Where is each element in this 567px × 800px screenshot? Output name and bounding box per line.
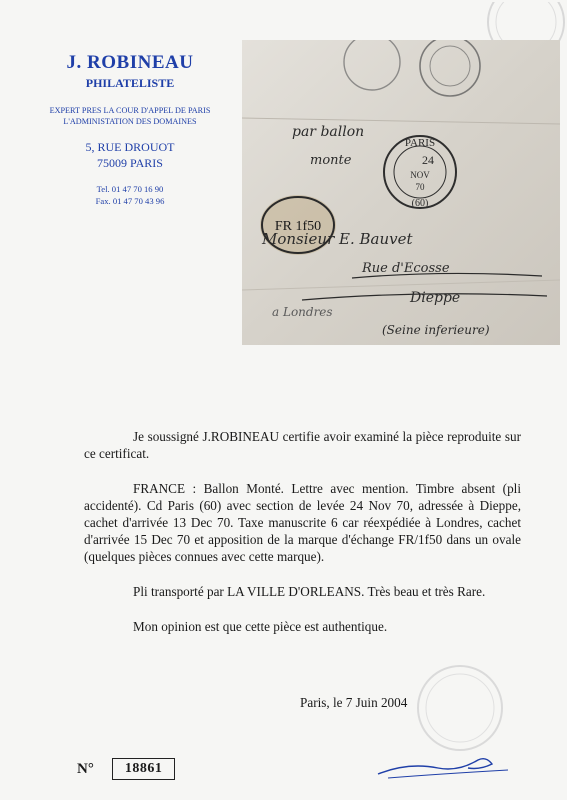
postmark-day: 24 (422, 153, 434, 167)
certificate-number: 18861 (112, 758, 176, 780)
handwritten-addressee: Monsieur E. Bauvet (262, 230, 413, 248)
authenticity-opinion: Mon opinion est que cette pièce est authentique. (133, 619, 388, 634)
handwritten-london: a Londres (272, 305, 333, 319)
expert-credentials (20, 105, 240, 127)
expert-title: PHILATELISTE (85, 76, 175, 90)
transport-note: Pli transporté par LA VILLE D'ORLEANS. Très beau et très Rare. (133, 584, 486, 599)
address-street: 5, RUE DROUOT (85, 140, 175, 154)
expert-name: J. ROBINEAU (66, 52, 194, 73)
credential-line: L'ADMINISTATION DES DOMAINES (63, 117, 197, 126)
certificate-number-row (77, 758, 175, 780)
oval-mark-text: FR 1f50 (274, 219, 322, 234)
cover-illustration (242, 40, 560, 345)
cover-photo (242, 40, 560, 345)
item-description: FRANCE : Ballon Monté. Lettre avec mention. Timbre absent (pli accidenté). Cd Paris (60) avec section de levée 24 Nov 70, adressée à Dieppe, cachet d'arrivée 13 Dec 70. Taxe manuscrite 6 car réexpédiée à Londres, cachet d'arrivée 15 Dec 70 et apposition de la marque d'échange FR/1f50 dans un ovale (quelques pièces connues avec cette marque). (84, 481, 521, 564)
handwritten-street: Rue d'Ecosse (362, 261, 450, 276)
certificate-text (84, 428, 521, 653)
address-city: 75009 PARIS (97, 156, 163, 170)
expert-address (20, 139, 240, 171)
certificate-number-label: N° (77, 760, 94, 777)
handwritten-signature (368, 752, 518, 782)
expert-contact (20, 183, 240, 207)
letterhead (20, 52, 240, 207)
fax-number: Fax. 01 47 70 43 96 (95, 196, 165, 206)
handwritten-monte: monte (310, 153, 352, 168)
postmark-code: (60) (411, 198, 429, 209)
postmark-year: 70 (415, 182, 425, 192)
place-date: Paris, le 7 Juin 2004 (300, 695, 408, 710)
phone-number: Tel. 01 47 70 16 90 (96, 184, 164, 194)
handwritten-city: Dieppe (410, 290, 461, 306)
postmark-month: NOV (410, 170, 430, 180)
postmark-city: PARIS (404, 137, 436, 149)
handwritten-par-ballon: par ballon (292, 124, 365, 140)
certification-statement: Je soussigné J.ROBINEAU certifie avoir examiné la pièce reproduite sur ce certificat. (84, 429, 521, 461)
embossed-seal-bottom (398, 660, 528, 755)
credential-line: EXPERT PRES LA COUR D'APPEL DE PARIS (49, 106, 211, 115)
handwritten-department: (Seine inferieure) (382, 323, 490, 337)
